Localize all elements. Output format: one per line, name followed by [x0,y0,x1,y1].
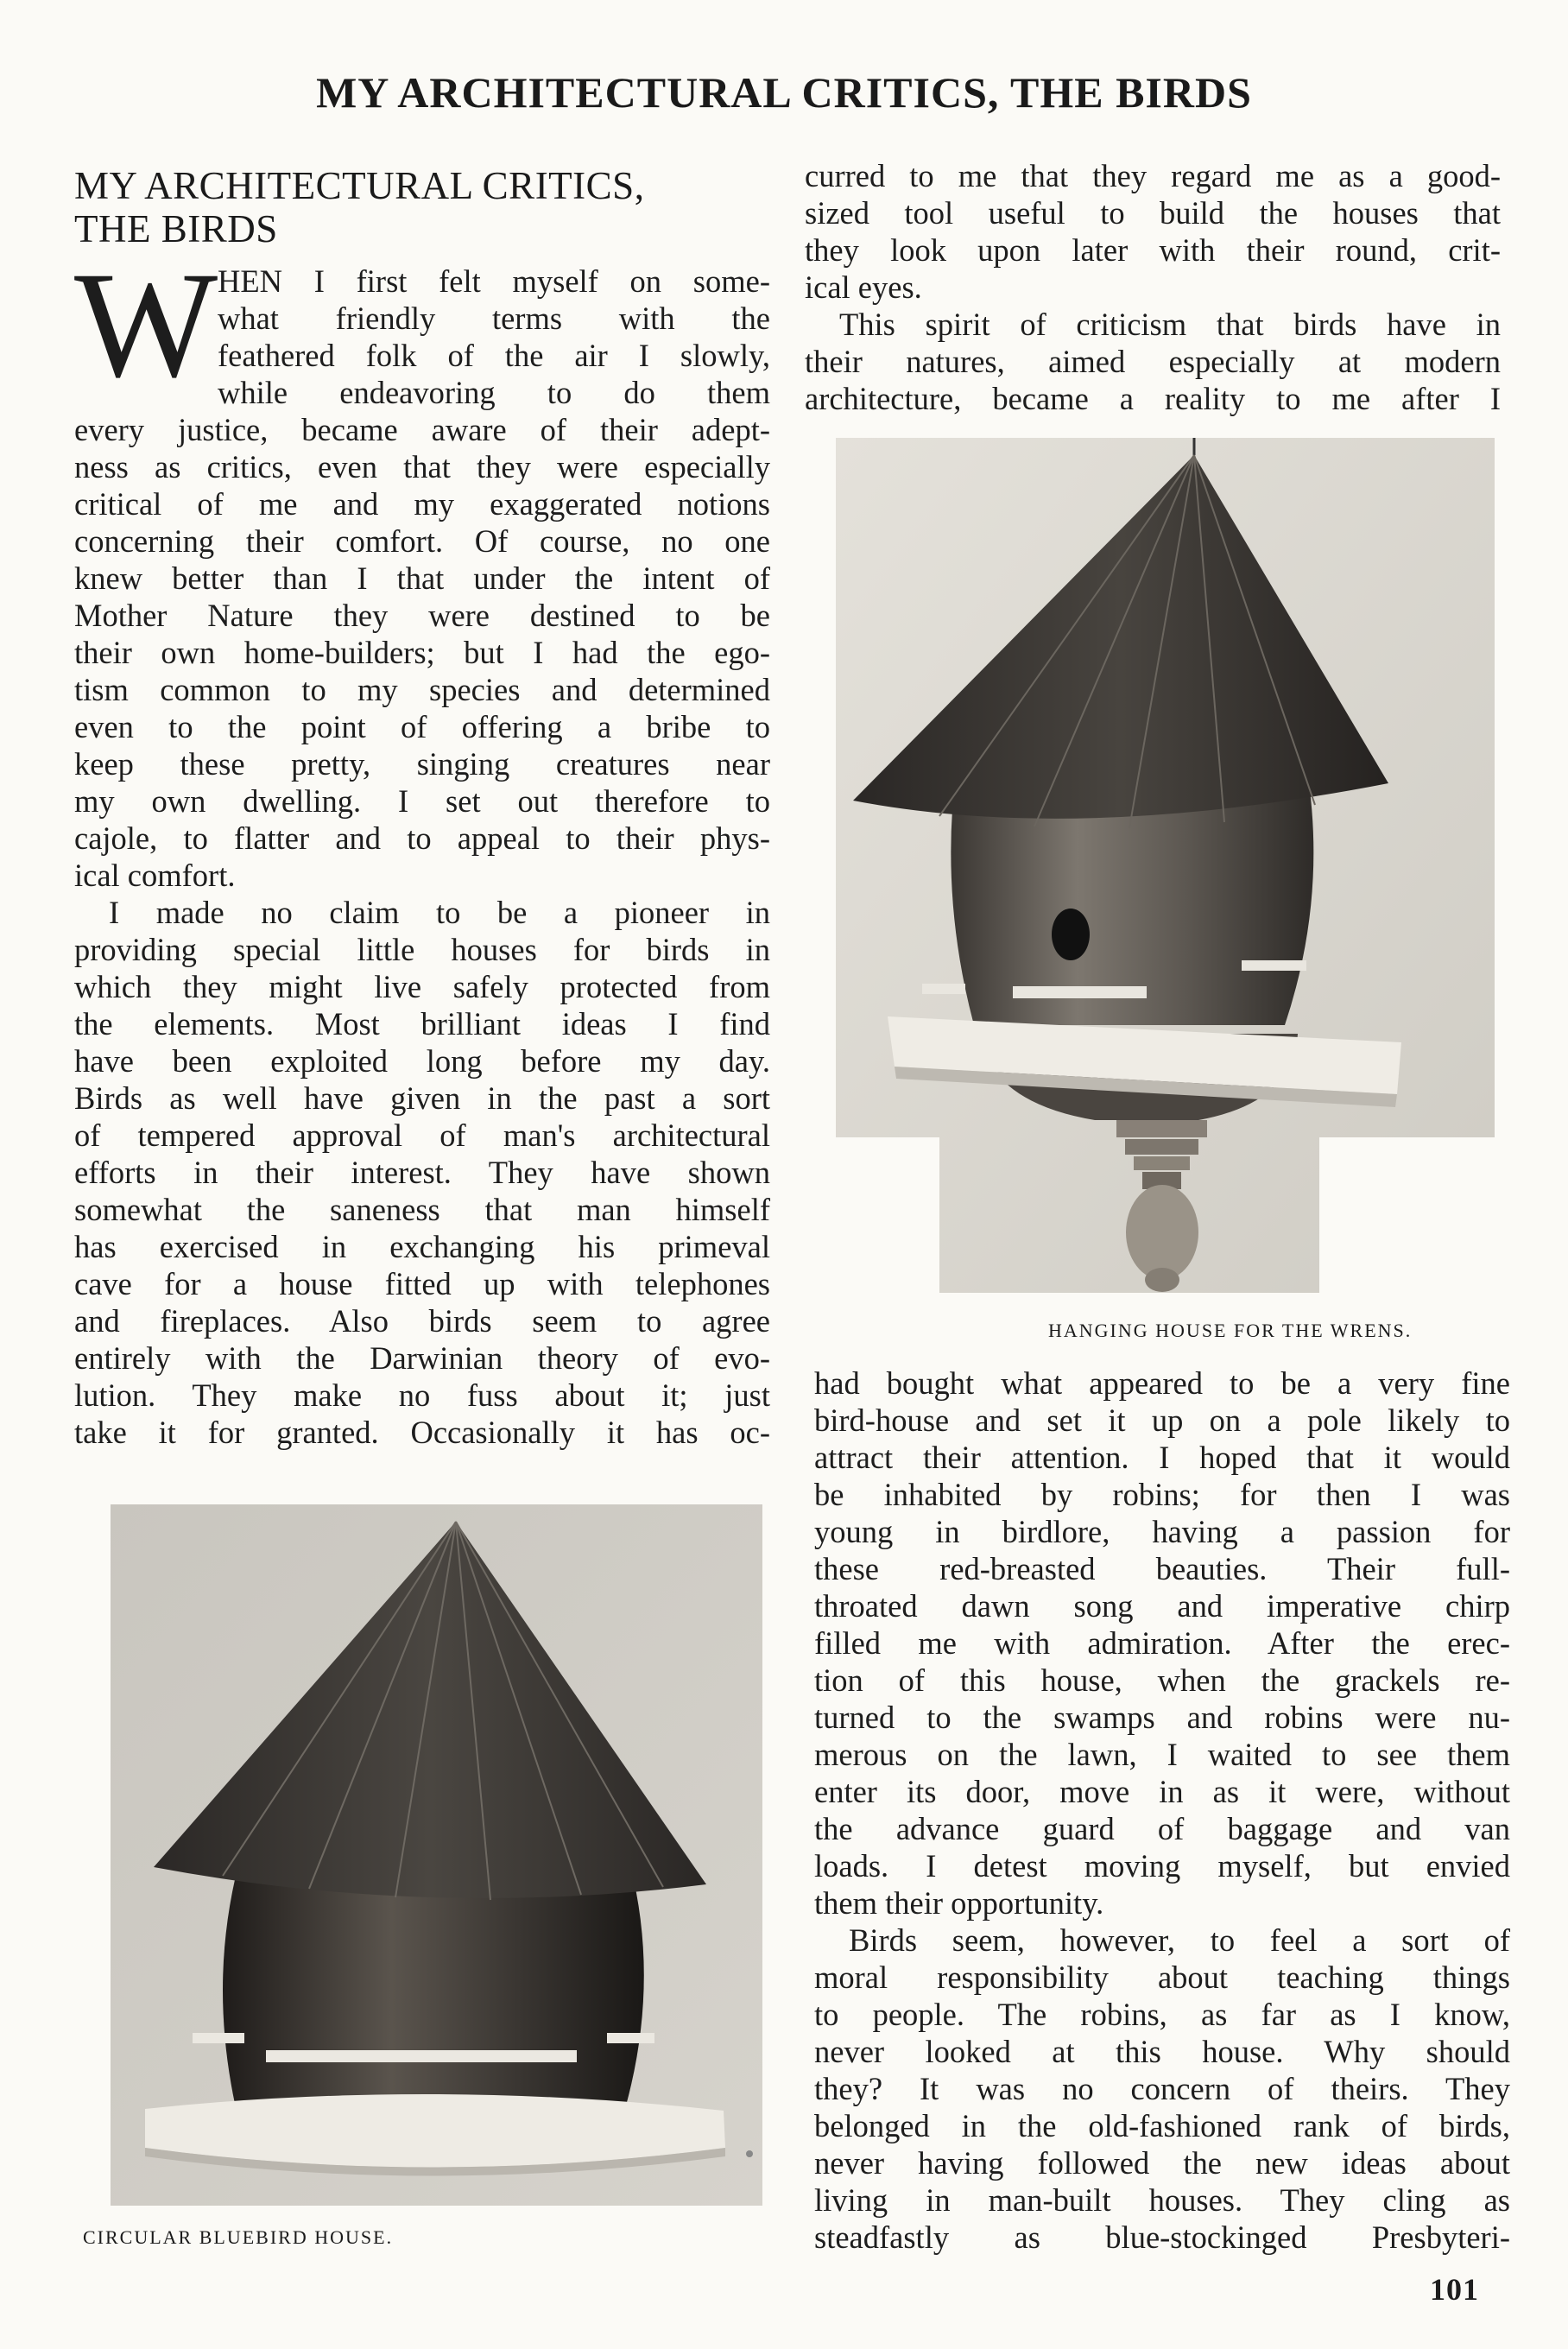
text-line: cajole, to flatter and to appeal to their phys- [74,820,770,856]
text-line: be inhabited by robins; for then I was [814,1477,1510,1512]
text-line: ical eyes. [805,269,922,305]
text-line: Mother Nature they were destined to be [74,598,770,633]
text-line: sized tool useful to build the houses that [805,195,1501,231]
text-line: has exercised in exchanging his primeval [74,1229,770,1264]
article-title [74,164,770,250]
bluebird-house-illustration [111,1504,762,2206]
bluebird-house-photo [111,1504,762,2206]
wren-house-photo [836,438,1495,1293]
wren-photo-caption: HANGING HOUSE FOR THE WRENS. [1048,1320,1413,1341]
text-line: moral responsibility about teaching things [814,1960,1510,1995]
text-line: HEN I first felt myself on some- [218,263,770,299]
text-line: I made no claim to be a pioneer in [109,895,770,930]
text-line: of tempered approval of man's architectural [74,1118,770,1153]
text-line: turned to the swamps and robins were nu- [814,1700,1510,1735]
paragraph [74,894,770,1451]
text-line: to people. The robins, as far as I know, [814,1997,1510,2032]
text-line: loads. I detest moving myself, but envied [814,1848,1510,1884]
text-line: architecture, became a reality to me after I [805,381,1501,416]
text-line: living in man-built houses. They cling as [814,2182,1510,2218]
text-line: take it for granted. Occasionally it has oc- [74,1415,770,1450]
text-line: ical comfort. [74,858,236,893]
text-line: ness as critics, even that they were especially [74,449,770,484]
text-line: lution. They make no fuss about it; just [74,1377,770,1413]
running-head: MY ARCHITECTURAL CRITICS, THE BIRDS [316,68,1252,117]
text-line: knew better than I that under the intent of [74,560,770,596]
text-line: belonged in the old-fashioned rank of birds, [814,2108,1510,2143]
text-line: have been exploited long before my day. [74,1043,770,1079]
right-column-bottom [814,1364,1510,2256]
text-line: enter its door, move in as it were, without [814,1774,1510,1809]
text-line: providing special little houses for birds in [74,932,770,967]
text-line: keep these pretty, singing creatures near [74,746,770,782]
text-line: efforts in their interest. They have shown [74,1155,770,1190]
right-column-top [805,157,1501,417]
text-line: tion of this house, when the grackels re- [814,1662,1510,1698]
text-line: them their opportunity. [814,1885,1104,1921]
text-line: curred to me that they regard me as a good- [805,158,1501,193]
text-line: steadfastly as blue-stockinged Presbyteri- [814,2219,1510,2255]
text-line: tism common to my species and determined [74,672,770,707]
text-line: bird-house and set it up on a pole likely to [814,1402,1510,1438]
text-line: they? It was no concern of theirs. They [814,2071,1510,2106]
text-line: critical of me and my exaggerated notions [74,486,770,522]
text-line: even to the point of offering a bribe to [74,709,770,744]
text-line: they look upon later with their round, crit- [805,232,1501,268]
opening-paragraph [74,241,770,894]
text-line: had bought what appeared to be a very fine [814,1365,1510,1401]
text-line: Birds as well have given in the past a sort [74,1080,770,1116]
text-line: never having followed the new ideas about [814,2145,1510,2181]
text-line: never looked at this house. Why should [814,2034,1510,2069]
text-line: feathered folk of the air I slowly, [218,338,770,373]
text-line: these red-breasted beauties. Their full- [814,1551,1510,1586]
text-line: This spirit of criticism that birds have in [839,307,1501,342]
text-line: and fireplaces. Also birds seem to agree [74,1303,770,1339]
bluebird-photo-caption: CIRCULAR BLUEBIRD HOUSE. [83,2226,394,2248]
text-line: their natures, aimed especially at modern [805,344,1501,379]
text-line: attract their attention. I hoped that it would [814,1440,1510,1475]
text-line: what friendly terms with the [218,301,770,336]
text-line: every justice, became aware of their adept- [74,412,770,447]
text-line: their own home-builders; but I had the ego- [74,635,770,670]
wren-house-illustration [836,438,1495,1293]
text-line: throated dawn song and imperative chirp [814,1588,1510,1624]
text-line: merous on the lawn, I waited to see them [814,1737,1510,1772]
text-line: concerning their comfort. Of course, no one [74,523,770,559]
text-line: my own dwelling. I set out therefore to [74,783,770,819]
text-line: the advance guard of baggage and van [814,1811,1510,1846]
text-line: entirely with the Darwinian theory of evo- [74,1340,770,1376]
article-title-line: THE BIRDS [74,207,278,250]
text-line: filled me with admiration. After the erec- [814,1625,1510,1661]
text-line: young in birdlore, having a passion for [814,1514,1510,1549]
article-title-line: MY ARCHITECTURAL CRITICS, [74,164,645,207]
left-column [74,164,770,1451]
text-line: while endeavoring to do them [218,375,770,410]
text-line: Birds seem, however, to feel a sort of [849,1922,1510,1958]
text-line: which they might live safely protected from [74,969,770,1004]
text-line: cave for a house fitted up with telephones [74,1266,770,1301]
drop-cap: W [74,241,218,409]
text-line: the elements. Most brilliant ideas I find [74,1006,770,1042]
page-number: 101 [1430,2272,1479,2307]
text-line: somewhat the saneness that man himself [74,1192,770,1227]
